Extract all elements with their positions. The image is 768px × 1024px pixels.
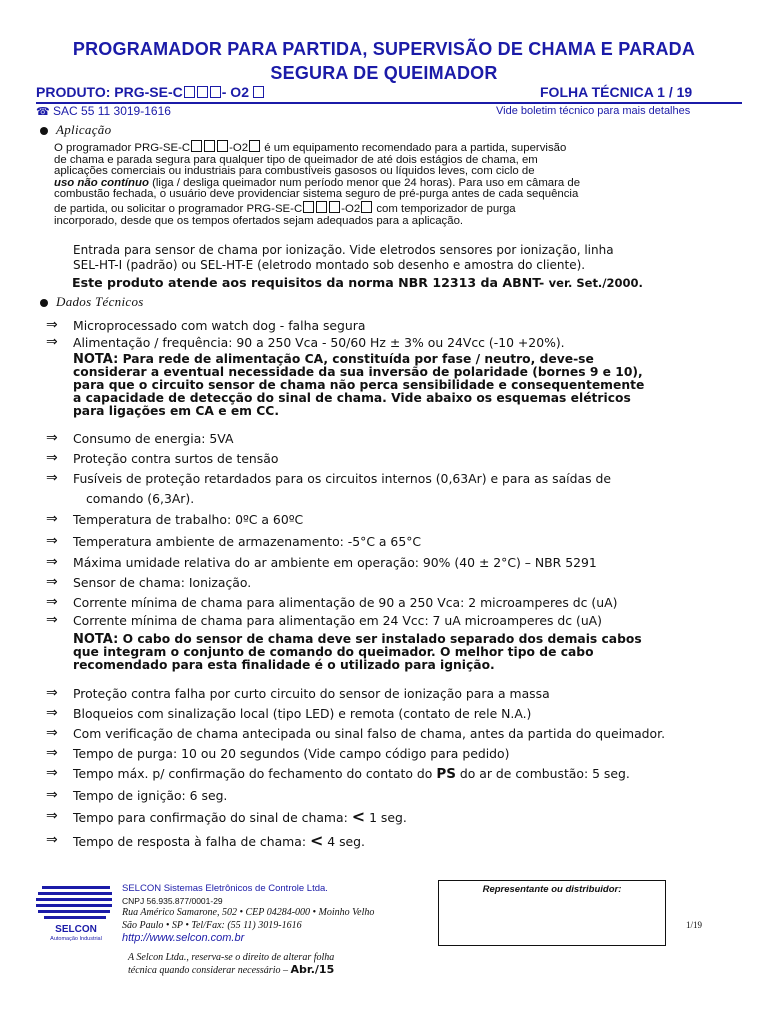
item-text: Consumo de energia: 5VA — [73, 431, 234, 446]
section-technical-label: Dados Técnicos — [56, 294, 144, 309]
list-item — [46, 788, 752, 803]
list-item — [46, 471, 752, 486]
list-item — [46, 706, 752, 721]
norm-version: ver. Set./2000. — [548, 276, 643, 290]
text-segment: -O2 — [229, 142, 249, 154]
item-text: Microprocessado com watch dog - falha segura — [73, 318, 366, 333]
product-code-prefix: PRODUTO: PRG-SE-C — [36, 84, 183, 100]
application-line — [54, 140, 722, 155]
list-item — [46, 746, 752, 761]
list-item — [46, 726, 752, 741]
item-text: Fusíveis de proteção retardados para os circuitos internos (0,63Ar) e para as saídas de — [73, 471, 611, 486]
text-segment: do ar de combustão: 5 seg. — [455, 766, 630, 781]
note-line: recomendado para esta finalidade é o utilizado para ignição. — [73, 658, 495, 672]
arrow-right-icon: ⇒ — [46, 430, 58, 446]
code-box-icon — [303, 201, 314, 213]
code-box-icon — [197, 86, 208, 98]
representative-label: Representante ou distribuidor: — [482, 884, 622, 895]
company-city-phone: São Paulo • SP • Tel/Fax: (55 11) 3019-1616 — [122, 920, 302, 931]
list-item — [46, 431, 752, 446]
note-text: Para rede de alimentação CA, constituída por fase / neutro, deve-se — [118, 352, 594, 366]
code-box-icon — [316, 201, 327, 213]
emphasis-text: uso não contínuo — [54, 176, 149, 189]
selcon-globe-icon — [36, 880, 116, 942]
note-line: para ligações em CA e em CC. — [73, 404, 279, 418]
arrow-right-icon: ⇒ — [46, 574, 58, 590]
norm-text: Este produto atende aos requisitos da norma NBR 12313 da ABNT- — [72, 275, 549, 290]
text-segment: com temporizador de purga — [376, 202, 516, 215]
arrow-right-icon: ⇒ — [46, 787, 58, 803]
phone-icon: ☎ — [36, 106, 50, 118]
note-label: NOTA: — [73, 352, 119, 367]
company-logo — [36, 880, 116, 942]
code-box-icon — [184, 86, 195, 98]
bullet-icon — [40, 299, 48, 307]
text-segment: 1 seg. — [365, 810, 407, 825]
list-item — [46, 833, 752, 849]
application-line: incorporado, desde que os tempos ofertados sejam adequados para a aplicação. — [54, 214, 464, 227]
logo-text: SELCON — [55, 924, 97, 935]
arrow-right-icon: ⇒ — [46, 470, 58, 486]
code-box-icon — [329, 201, 340, 213]
note-power-supply — [73, 353, 733, 418]
list-item — [46, 686, 752, 701]
arrow-right-icon: ⇒ — [46, 685, 58, 701]
disclaimer-line: A Selcon Ltda., reserva-se o direito de alterar folha — [128, 952, 335, 963]
text-segment: Tempo máx. p/ confirmação do fechamento do contato do — [73, 766, 437, 781]
text-segment: é um equipamento recomendado para a partida, supervisão — [264, 142, 567, 154]
list-item — [46, 809, 752, 825]
text-segment: -O2 — [341, 202, 361, 215]
code-box-icon — [249, 140, 260, 152]
code-box-icon — [210, 86, 221, 98]
item-text: Sensor de chama: Ionização. — [73, 575, 252, 590]
application-line: aplicações comerciais ou industriais para combustíveis gasosos ou líquidos leves, com ciclo de — [54, 165, 535, 178]
code-box-icon — [191, 140, 202, 152]
item-text: Corrente mínima de chama para alimentação de 90 a 250 Vca: 2 microamperes dc (uA) — [73, 595, 618, 610]
item-text: Com verificação de chama antecipada ou sinal falso de chama, antes da partida do queimador. — [73, 726, 666, 741]
item-text — [73, 809, 752, 825]
section-technical-heading — [40, 294, 144, 310]
list-item — [46, 512, 752, 527]
item-text: comando (6,3Ar). — [86, 491, 195, 506]
list-item — [46, 595, 752, 610]
list-item — [46, 766, 752, 782]
code-box-icon — [253, 86, 264, 98]
sensor-line: Entrada para sensor de chama por ionização. Vide eletrodos sensores por ionização, linha — [73, 243, 614, 257]
list-item — [46, 613, 752, 628]
section-application-heading — [40, 122, 111, 138]
item-text: Máxima umidade relativa do ar ambiente em operação: 90% (40 ± 2°C) – NBR 5291 — [73, 555, 597, 570]
section-application-label: Aplicação — [56, 122, 112, 137]
arrow-right-icon: ⇒ — [46, 554, 58, 570]
text-segment: Tempo de resposta à falha de chama: — [73, 834, 310, 849]
note-line: a capacidade de detecção do sinal de chama. Vide abaixo os esquemas elétricos — [73, 391, 631, 405]
application-line — [54, 201, 722, 216]
document-title-line-2: SEGURA DE QUEIMADOR — [270, 63, 498, 83]
list-item — [46, 335, 752, 350]
arrow-right-icon: ⇒ — [46, 745, 58, 761]
see-bulletin-note: Vide boletim técnico para mais detalhes — [496, 105, 691, 117]
company-cnpj: CNPJ 56.935.877/0001-29 — [122, 896, 223, 906]
text-segment: 4 seg. — [323, 834, 365, 849]
less-than-symbol: < — [351, 807, 366, 826]
disclaimer — [128, 952, 334, 977]
item-text — [73, 766, 752, 782]
arrow-right-icon: ⇒ — [46, 765, 58, 781]
application-line: de chama e parada segura para qualquer tipo de queimador de até dois estágios de chama, em — [54, 153, 538, 166]
product-code-suffix: - O2 — [221, 84, 249, 100]
list-item — [46, 555, 752, 570]
arrow-right-icon: ⇒ — [46, 594, 58, 610]
company-name: SELCON Sistemas Eletrônicos de Controle Ltda. — [122, 883, 328, 894]
list-item — [46, 451, 752, 466]
code-box-icon — [361, 201, 372, 213]
text-segment: técnica quando considerar necessário – — [128, 965, 291, 976]
sac-phone-text: SAC 55 11 3019-1616 — [53, 104, 171, 118]
arrow-right-icon: ⇒ — [46, 450, 58, 466]
product-code — [36, 84, 265, 100]
arrow-right-icon: ⇒ — [46, 612, 58, 628]
item-text: Tempo de purga: 10 ou 20 segundos (Vide campo código para pedido) — [73, 746, 510, 761]
document-title-line-1: PROGRAMADOR PARA PARTIDA, SUPERVISÃO DE CHAMA E PARADA — [72, 39, 696, 59]
list-item-continuation — [46, 491, 752, 506]
list-item — [46, 534, 752, 549]
sheet-number: FOLHA TÉCNICA 1 / 19 — [540, 84, 693, 100]
text-segment: Tempo para confirmação do sinal de chama: — [73, 810, 352, 825]
logo-subtext: Automação Industrial — [50, 936, 102, 942]
item-text: Corrente mínima de chama para alimentação em 24 Vcc: 7 uA microamperes dc (uA) — [73, 613, 602, 628]
note-text: O cabo do sensor de chama deve ser instalado separado dos demais cabos — [118, 632, 642, 646]
item-text: Proteção contra falha por curto circuito do sensor de ionização para a massa — [73, 686, 550, 701]
item-text: Bloqueios com sinalização local (tipo LED) e remota (contato de rele N.A.) — [73, 706, 532, 721]
application-paragraph — [54, 140, 722, 227]
item-text: Temperatura de trabalho: 0ºC a 60ºC — [73, 512, 304, 527]
item-text — [73, 833, 752, 849]
revision-date: Abr./15 — [290, 963, 335, 976]
company-website-link[interactable]: http://www.selcon.com.br — [122, 932, 245, 944]
norm-statement — [72, 275, 643, 290]
arrow-right-icon: ⇒ — [46, 511, 58, 527]
arrow-right-icon: ⇒ — [46, 334, 58, 350]
disclaimer-line — [128, 964, 334, 977]
note-label: NOTA: — [73, 632, 119, 647]
item-text: Alimentação / frequência: 90 a 250 Vca - 50/60 Hz ± 3% ou 24Vcc (-10 +20%). — [73, 335, 565, 350]
application-line: combustão fechada, o usuário deve providenciar sistema seguro de pré-purga antes de cada sequência — [54, 188, 579, 201]
ps-label: PS — [436, 766, 456, 782]
note-line: considerar a eventual necessidade da sua inversão de polaridade (bornes 9 e 10), — [73, 365, 643, 379]
sensor-paragraph — [73, 243, 733, 273]
representative-box — [438, 880, 666, 946]
note-line: para que o circuito sensor de chama não perca sensibilidade e consequentemente — [73, 378, 645, 392]
item-text: Tempo de ignição: 6 seg. — [73, 788, 228, 803]
sac-phone — [36, 104, 171, 118]
arrow-right-icon: ⇒ — [46, 808, 58, 824]
code-box-icon — [204, 140, 215, 152]
text-segment: (liga / desliga queimador num período menor que 24 horas). Para uso em câmara de — [148, 176, 581, 189]
note-line: que integram o conjunto de comando do queimador. O melhor tipo de cabo — [73, 645, 594, 659]
note-sensor-cable — [73, 633, 733, 672]
item-text: Temperatura ambiente de armazenamento: -5°C a 65°C — [73, 534, 422, 549]
page-number: 1/19 — [686, 920, 703, 930]
list-item — [46, 318, 752, 333]
company-address: Rua Américo Samarone, 502 • CEP 04284-000 • Moinho Velho — [122, 907, 375, 918]
sensor-line: SEL-HT-I (padrão) ou SEL-HT-E (eletrodo montado sob desenho e amostra do cliente). — [73, 258, 586, 272]
arrow-right-icon: ⇒ — [46, 317, 58, 333]
code-box-icon — [217, 140, 228, 152]
bullet-icon — [40, 127, 48, 135]
arrow-right-icon: ⇒ — [46, 705, 58, 721]
arrow-right-icon: ⇒ — [46, 832, 58, 848]
text-segment: O programador PRG-SE-C — [54, 142, 191, 154]
item-text: Proteção contra surtos de tensão — [73, 451, 279, 466]
less-than-symbol: < — [309, 831, 324, 850]
text-segment: de partida, ou solicitar o programador PRG-SE-C — [54, 202, 303, 215]
arrow-right-icon: ⇒ — [46, 533, 58, 549]
list-item — [46, 575, 752, 590]
arrow-right-icon: ⇒ — [46, 725, 58, 741]
